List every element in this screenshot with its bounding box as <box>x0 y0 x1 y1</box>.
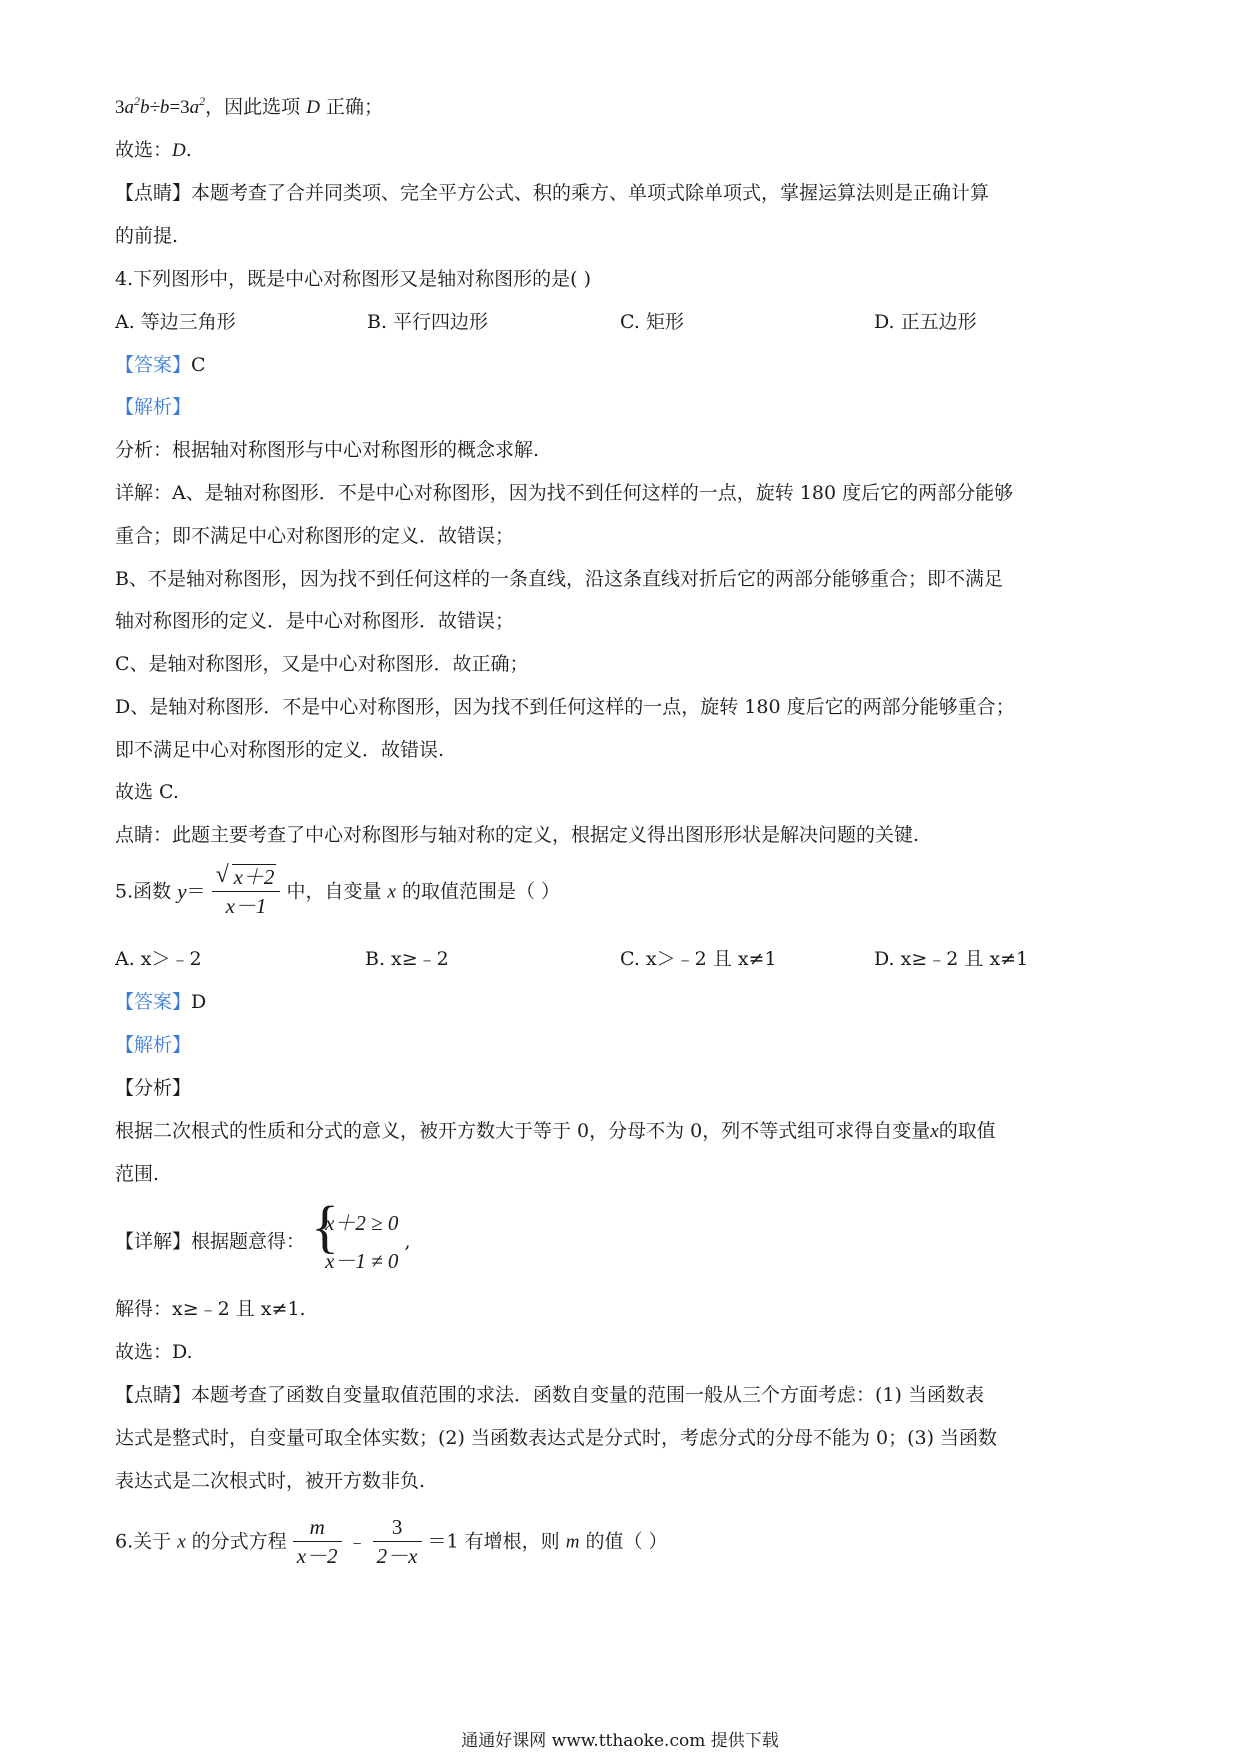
q4-detail-5: C、是轴对称图形，又是中心对称图形．故正确； <box>115 653 529 675</box>
q4-detail-4: 轴对称图形的定义．是中心对称图形．故错误； <box>115 610 515 632</box>
q4-option-a: A. 等边三角形 <box>115 311 236 333</box>
q4-detail-6: D、是轴对称图形．不是中心对称图形，因为找不到任何这样的一点，旋转 180 度后它的两部分能够重合； <box>115 696 1015 718</box>
q5-dianjing-2: 达式是整式时，自变量可取全体实数；(2) 当函数表达式是分式时，考虑分式的分母不能为 0；(3) 当函数 <box>115 1427 998 1449</box>
question-4-stem: 4.下列图形中，既是中心对称图形又是轴对称图形的是( ) <box>115 268 591 290</box>
q5-function-fraction: √ x＋2 x－1 <box>212 866 281 918</box>
q5-dianjing-1: 【点睛】本题考查了函数自变量取值范围的求法．函数自变量的范围一般从三个方面考虑：(1) 当函数表 <box>115 1384 984 1406</box>
q4-jiexi-tag: 【解析】 <box>115 396 192 418</box>
line-q3-d-conclusion: $3a^2b\div b=3a^2$，因此选项 D 正确； <box>115 94 384 118</box>
q5-fenxi-tag: 【分析】 <box>115 1077 192 1099</box>
q5-option-b: B. x≥﹣2 <box>365 948 449 970</box>
q4-answer: 【答案】C <box>115 354 206 376</box>
q5-analysis-2: 范围. <box>115 1163 160 1185</box>
q3-dianjing-line2: 的前提. <box>115 225 179 247</box>
q5-jiexi-tag: 【解析】 <box>115 1034 192 1056</box>
q6-fraction-m: $\frac{m}{x-2}$ <box>293 1516 342 1568</box>
q4-analysis: 分析：根据轴对称图形与中心对称图形的概念求解. <box>115 439 540 461</box>
q4-selection: 故选 C. <box>115 781 179 803</box>
q5-option-d: D. x≥﹣2 且 x≠1 <box>874 948 1029 970</box>
q5-option-c: C. x＞﹣2 且 x≠1 <box>620 948 777 970</box>
q6-fraction-3: $\frac{3}{2-x}$ <box>373 1516 422 1568</box>
line-q3-selection: 故选：D. <box>115 139 192 161</box>
q5-answer: 【答案】D <box>115 991 207 1013</box>
q5-selection: 故选：D. <box>115 1341 193 1363</box>
q5-solution: 解得：x≥﹣2 且 x≠1. <box>115 1298 306 1320</box>
q5-inequality-system: { x＋2 ≥ 0 x－1 ≠ 0 <box>311 1194 399 1273</box>
q4-detail-1: 详解：A、是轴对称图形．不是中心对称图形，因为找不到任何这样的一点，旋转 180 度后它的两部分能够 <box>115 482 1014 504</box>
q4-option-c: C. 矩形 <box>620 311 684 333</box>
q5-dianjing-3: 表达式是二次根式时，被开方数非负. <box>115 1470 426 1492</box>
question-5-stem: 5.函数 y＝ √ x＋2 x－1 中，自变量 x 的取值范围是（ ） <box>115 862 561 919</box>
q5-option-a: A. x＞﹣2 <box>115 948 202 970</box>
q4-detail-2: 重合；即不满足中心对称图形的定义．故错误； <box>115 525 515 547</box>
question-6-stem: 6.关于 x 的分式方程 $\frac{m}{x-2}$ ﹣ $\frac{3}{2-x}$ ＝1 有增根，则 m 的值（ ） <box>115 1515 668 1569</box>
q3-dianjing-line1: 【点睛】本题考查了合并同类项、完全平方公式、积的乘方、单项式除单项式，掌握运算法则是正确计算 <box>115 182 990 204</box>
q5-detail: 【详解】根据题意得： { x＋2 ≥ 0 x－1 ≠ 0 , <box>115 1204 411 1280</box>
q4-detail-3: B、不是轴对称图形，因为找不到任何这样的一条直线，沿这条直线对折后它的两部分能够重合；即不满足 <box>115 568 1003 590</box>
q4-detail-7: 即不满足中心对称图形的定义．故错误. <box>115 739 445 761</box>
q5-analysis-1: 根据二次根式的性质和分式的意义，被开方数大于等于 0，分母不为 0，列不等式组可求得自变量x的取值 <box>115 1120 996 1142</box>
page-footer: 通通好课网 www.tthaoke.com 提供下载 <box>461 1731 779 1751</box>
q4-option-d: D. 正五边形 <box>874 311 977 333</box>
q4-option-b: B. 平行四边形 <box>367 311 489 333</box>
q4-dianjing: 点睛：此题主要考查了中心对称图形与轴对称的定义，根据定义得出图形形状是解决问题的关键. <box>115 824 920 846</box>
